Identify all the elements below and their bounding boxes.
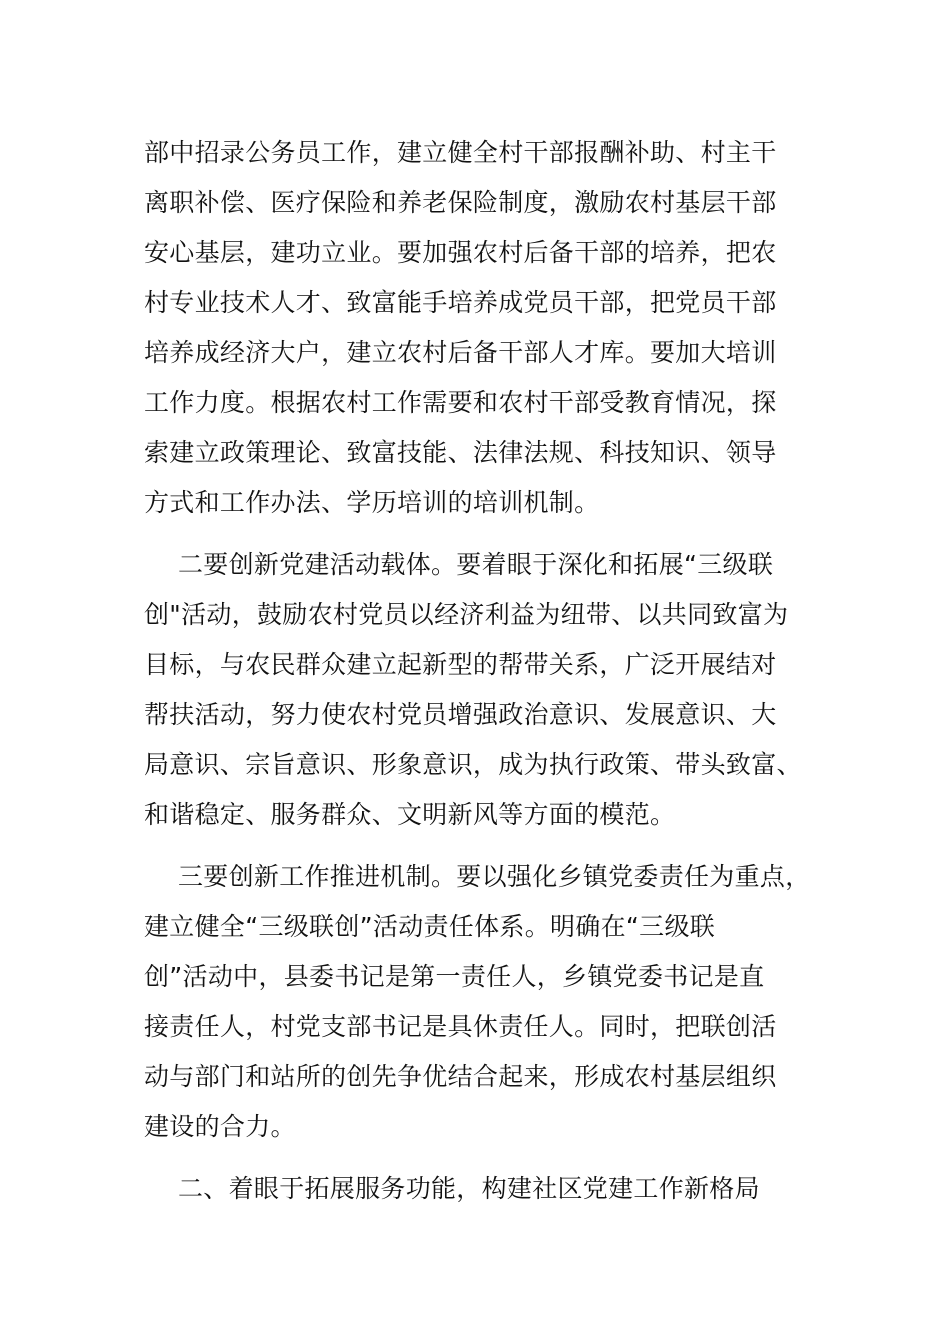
text-line: 创”活动中，县委书记是第一责任人，乡镇党委书记是直 bbox=[144, 962, 765, 991]
text-line: 创"活动，鼓励农村党员以经济利益为纽带、以共同致富为 bbox=[144, 600, 789, 629]
paragraph-1 bbox=[144, 128, 804, 528]
text-line: 建立健全“三级联创”活动责任体系。明确在“三级联 bbox=[144, 912, 716, 941]
text-line: 部中招录公务员工作，建立健全村干部报酬补助、村主干 bbox=[144, 138, 777, 167]
text-line: 和谐稳定、服务群众、文明新风等方面的模范。 bbox=[144, 800, 676, 829]
text-line: 安心基层，建功立业。要加强农村后备干部的培养，把农 bbox=[144, 238, 777, 267]
text-line: 村专业技术人才、致富能手培养成党员干部，把党员干部 bbox=[144, 288, 777, 317]
text-line: 接责任人，村党支部书记是具休责任人。同时，把联创活 bbox=[144, 1012, 777, 1041]
heading-line: 二、着眼于拓展服务功能，构建社区党建工作新格局 bbox=[178, 1174, 760, 1203]
text-line: 工作力度。根据农村工作需要和农村干部受教育情况，探 bbox=[144, 388, 777, 417]
section-heading bbox=[144, 1164, 804, 1214]
text-line: 动与部门和站所的创先争优结合起来，形成农村基层组织 bbox=[144, 1062, 777, 1091]
text-line: 索建立政策理论、致富技能、法律法规、科技知识、领导 bbox=[144, 438, 777, 467]
text-line: 方式和工作办法、学历培训的培训机制。 bbox=[144, 488, 600, 517]
text-line: 三要创新工作推进机制。要以强化乡镇党委责任为重点， bbox=[178, 862, 811, 891]
text-line: 局意识、宗旨意识、形象意识，成为执行政策、带头致富、 bbox=[144, 750, 802, 779]
paragraph-3 bbox=[144, 852, 811, 1152]
text-line: 培养成经济大户，建立农村后备干部人才库。要加大培训 bbox=[144, 338, 777, 367]
text-line: 二要创新党建活动载体。要着眼于深化和拓展“三级联 bbox=[178, 550, 774, 579]
text-line: 帮扶活动，努力使农村党员增强政治意识、发展意识、大 bbox=[144, 700, 777, 729]
paragraph-2 bbox=[144, 540, 804, 840]
text-line: 离职补偿、医疗保险和养老保险制度，激励农村基层干部 bbox=[144, 188, 777, 217]
text-line: 目标，与农民群众建立起新型的帮带关系，广泛开展结对 bbox=[144, 650, 777, 679]
text-line: 建设的合力。 bbox=[144, 1112, 296, 1141]
document-body bbox=[144, 128, 811, 1226]
